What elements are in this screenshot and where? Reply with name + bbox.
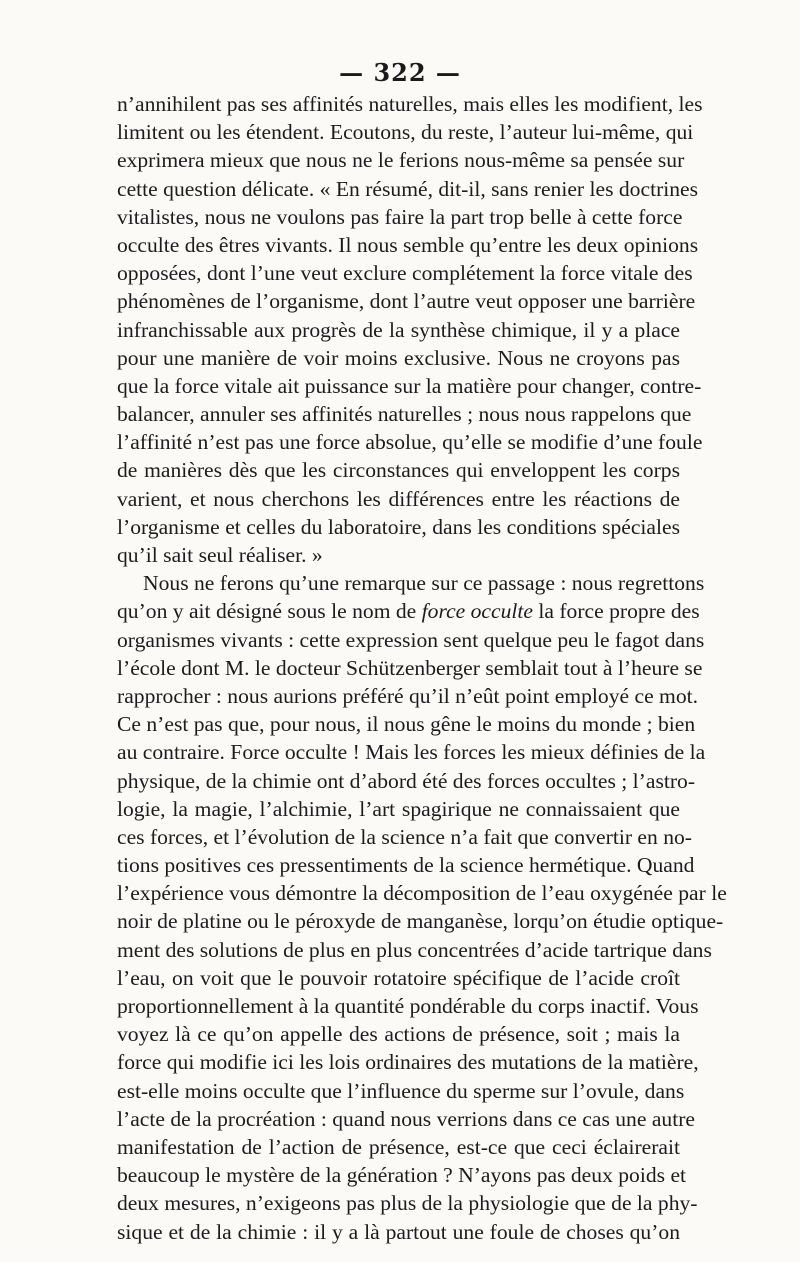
text-line: manifestation de l’action de présence, est-ce que ceci éclairerait [117,1134,680,1159]
text-line: exprimera mieux que nous ne le ferions nous-même sa pensée sur [117,148,685,173]
text-line: n’annihilent pas ses affinités naturelles, mais elles les modifient, les [117,92,703,116]
text-line: proportionnellement à la quantité pondérable du corps inactif. Vous [117,994,699,1018]
text-line: limitent ou les étendent. Ecoutons, du reste, l’auteur lui-même, qui [117,120,694,145]
text-line: voyez là ce qu’on appelle des actions de présence, soit ; mais la [117,1022,680,1047]
text-line: rapprocher : nous aurions préféré qu’il n’eût point employé ce mot. [117,683,699,708]
page-number: — 322 — [339,58,461,87]
text-line: l’école dont M. le docteur Schützenberger semblait tout à l’heure se [117,655,703,680]
text-line: vitalistes, nous ne voulons pas faire la part trop belle à cette force [117,204,683,229]
text-line: beaucoup le mystère de la génération ? N’ayons pas deux poids et [117,1163,687,1188]
text-line: que la force vitale ait puissance sur la matière pour changer, contre- [117,373,702,398]
text-line: phénomènes de l’organisme, dont l’autre veut opposer une barrière [117,289,696,314]
text-line: noir de platine ou le péroxyde de manganèse, lorqu’on étudie optique- [117,909,724,934]
text-line: balancer, annuler ses affinités naturelles ; nous nous rappelons que [117,402,692,427]
text-line: deux mesures, n’exigeons pas plus de la physiologie que de la phy- [117,1191,698,1216]
text-line: ment des solutions de plus en plus concentrées d’acide tartrique dans [117,937,712,962]
text-line: logie, la magie, l’alchimie, l’art spagirique ne connaissaient que [117,796,680,821]
paragraph-start-line: Nous ne ferons qu’une remarque sur ce passage : nous regrettons [143,571,705,596]
text-line: l’affinité n’est pas une force absolue, qu’elle se modifie d’une foule [117,430,703,455]
text-line: pour une manière de voir moins exclusive. Nous ne croyons pas [117,345,680,370]
text-line: sique et de la chimie : il y a là partout une foule de choses qu’on [117,1219,680,1244]
text-line: Ce n’est pas que, pour nous, il nous gêne le moins du monde ; bien [117,712,696,737]
text-line: de manières dès que les circonstances qui enveloppent les corps [117,458,680,483]
text-line-with-emphasis [117,597,700,625]
text-line: varient, et nous cherchons les différences entre les réactions de [117,486,680,511]
emphasis-term: force occulte [421,599,533,624]
text-line: cette question délicate. « En résumé, dit-il, sans renier les doctrines [117,176,699,201]
text-line: l’organisme et celles du laboratoire, dans les conditions spéciales [117,514,680,539]
text-line: ces forces, et l’évolution de la science n’a fait que convertir en no- [117,824,692,849]
text-line: tions positives ces pressentiments de la science hermétique. Quand [117,853,695,878]
text-fragment: la force propre des [532,599,700,624]
text-line: qu’il sait seul réaliser. » [117,543,323,567]
text-line: physique, de la chimie ont d’abord été des forces occultes ; l’astro- [117,768,696,793]
text-line: est-elle moins occulte que l’influence du sperme sur l’ovule, dans [117,1078,685,1103]
text-line: organismes vivants : cette expression sent quelque peu le fagot dans [117,627,705,652]
text-line: infranchissable aux progrès de la synthèse chimique, il y a place [117,317,680,342]
text-line: opposées, dont l’une veut exclure complétement la force vitale des [117,261,693,286]
text-line: force qui modifie ici les lois ordinaires des mutations de la matière, [117,1050,699,1075]
text-line: au contraire. Force occulte ! Mais les forces les mieux définies de la [117,740,706,765]
text-line: l’acte de la procréation : quand nous verrions dans ce cas une autre [117,1106,695,1131]
text-line: occulte des êtres vivants. Il nous semble qu’entre les deux opinions [117,232,699,257]
text-fragment: qu’on y ait désigné sous le nom de [117,599,422,624]
text-line: l’eau, on voit que le pouvoir rotatoire spécifique de l’acide croît [117,965,680,990]
text-line: l’expérience vous démontre la décomposition de l’eau oxygénée par le [117,881,727,906]
body-text [117,90,727,1246]
